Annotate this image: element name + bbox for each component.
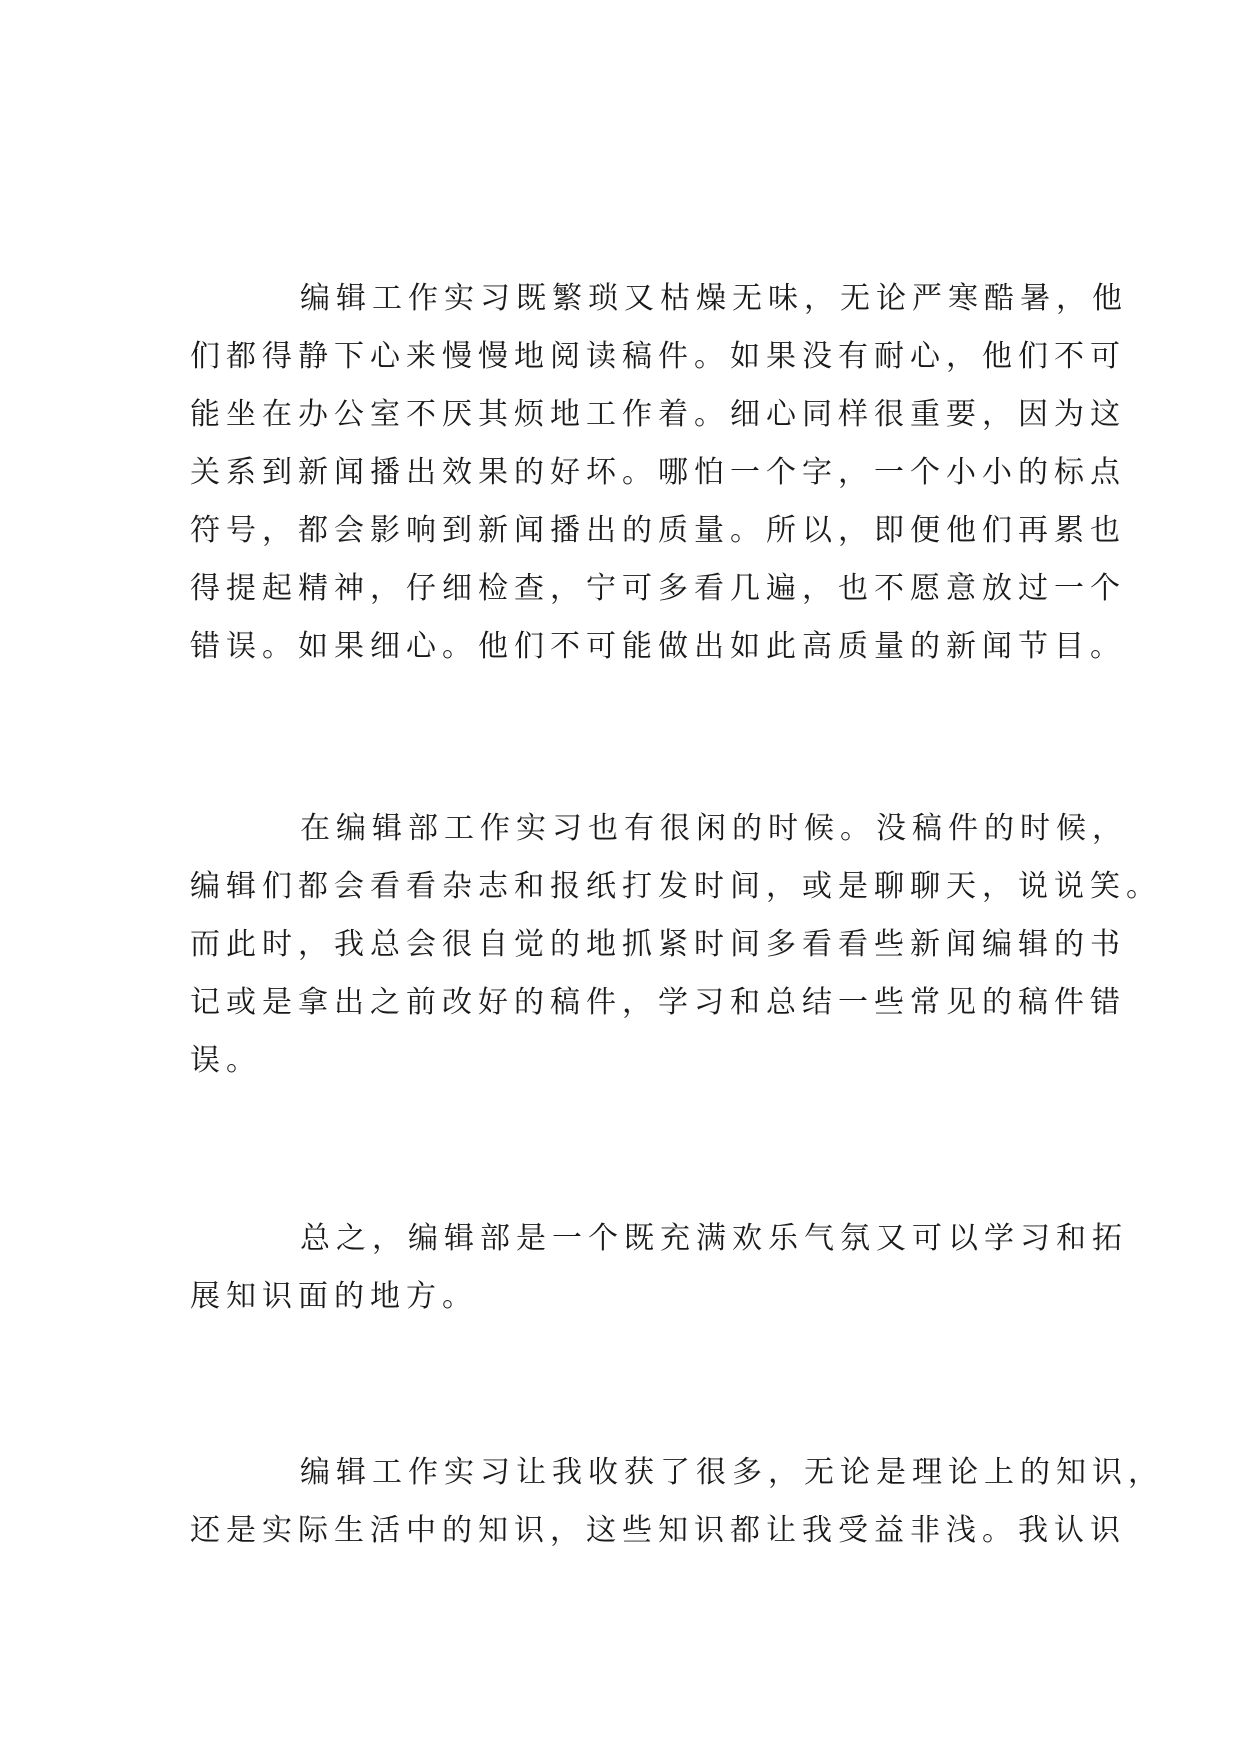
paragraph-line: 总之，编辑部是一个既充满欢乐气氛又可以学习和拓 xyxy=(300,1221,1128,1256)
paragraph-line: 编辑工作实习既繁琐又枯燥无味，无论严寒酷暑，他 xyxy=(300,281,1128,316)
paragraph-line: 错误。如果细心。他们不可能做出如此高质量的新闻节目。 xyxy=(190,629,1126,664)
paragraph-line: 得提起精神，仔细检查，宁可多看几遍，也不愿意放过一个 xyxy=(190,571,1126,606)
paragraph-line: 还是实际生活中的知识，这些知识都让我受益非浅。我认识 xyxy=(190,1513,1126,1548)
paragraph-line: 记或是拿出之前改好的稿件，学习和总结一些常见的稿件错 xyxy=(190,985,1126,1020)
paragraph-2 xyxy=(190,800,1162,1090)
paragraph-line: 误。 xyxy=(190,1043,262,1078)
paragraph-line: 编辑们都会看看杂志和报纸打发时间，或是聊聊天，说说笑。 xyxy=(190,869,1162,904)
paragraph-line: 展知识面的地方。 xyxy=(190,1279,478,1314)
paragraph-line: 能坐在办公室不厌其烦地工作着。细心同样很重要，因为这 xyxy=(190,397,1126,432)
paragraph-3 xyxy=(190,1210,1128,1326)
paragraph-4 xyxy=(190,1444,1164,1560)
paragraph-line: 关系到新闻播出效果的好坏。哪怕一个字，一个小小的标点 xyxy=(190,455,1126,490)
paragraph-line: 们都得静下心来慢慢地阅读稿件。如果没有耐心，他们不可 xyxy=(190,339,1126,374)
paragraph-line: 而此时，我总会很自觉的地抓紧时间多看看些新闻编辑的书 xyxy=(190,927,1126,962)
paragraph-line: 在编辑部工作实习也有很闲的时候。没稿件的时候， xyxy=(300,811,1128,846)
paragraph-line: 编辑工作实习让我收获了很多，无论是理论上的知识， xyxy=(300,1455,1164,1490)
paragraph-1 xyxy=(190,270,1128,676)
paragraph-line: 符号，都会影响到新闻播出的质量。所以，即便他们再累也 xyxy=(190,513,1126,548)
